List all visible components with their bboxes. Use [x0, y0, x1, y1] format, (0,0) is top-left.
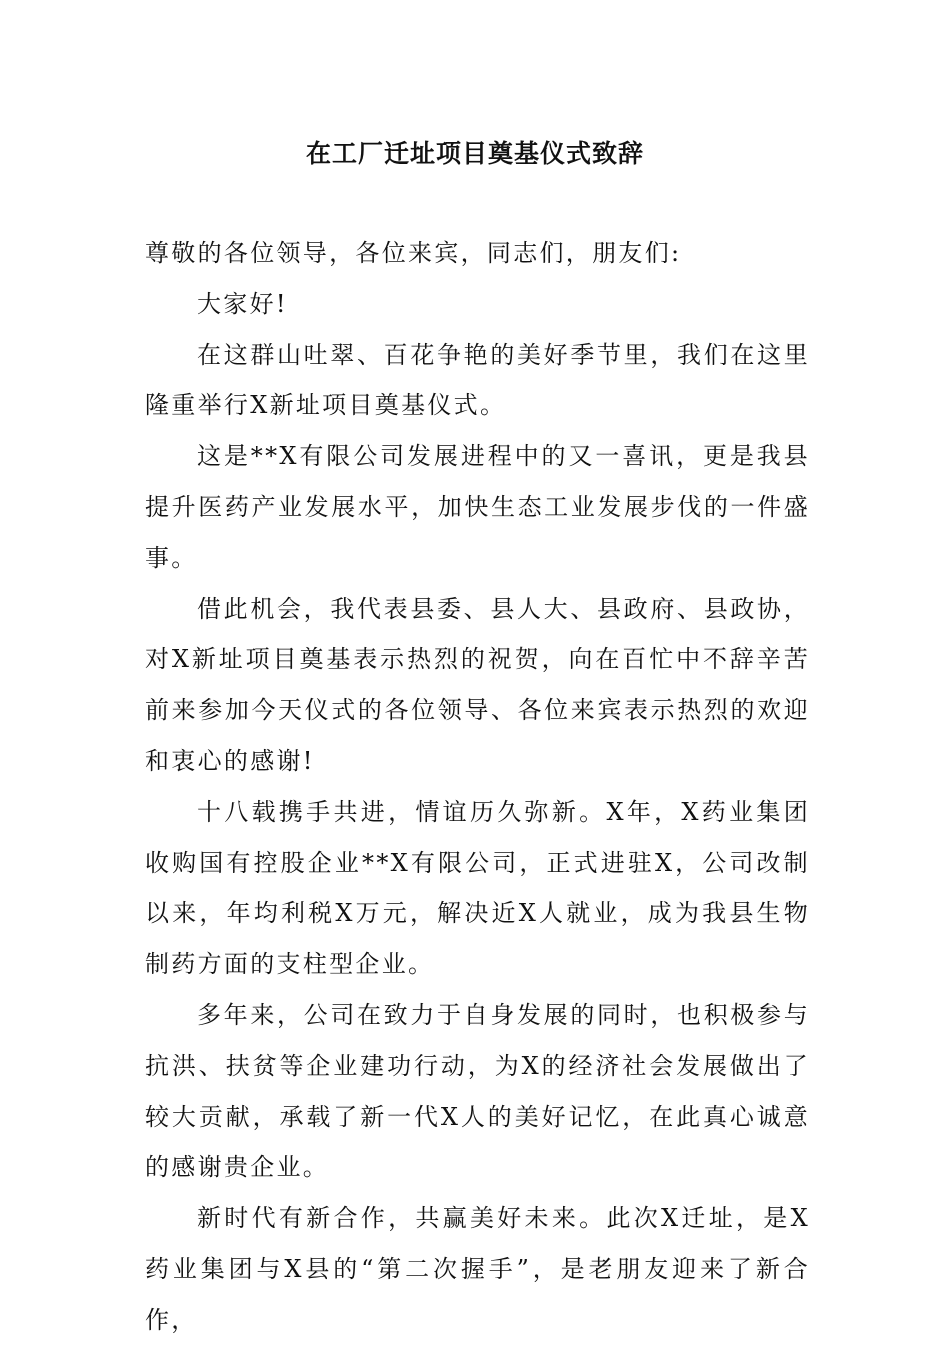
document-title: 在工厂迁址项目奠基仪式致辞 [305, 139, 644, 168]
paragraph-greeting: 大家好! [197, 289, 288, 318]
paragraph-significance: 这是**X有限公司发展进程中的又一喜讯，更是我县提升医药产业发展水平，加快生态工业发展步伐的一件盛事。 [145, 442, 810, 572]
document-body [145, 228, 810, 1346]
paragraph-congratulations: 借此机会，我代表县委、县人大、县政府、县政协，对X新址项目奠基表示热烈的祝贺，向在百忙中不辞辛苦前来参加今天仪式的各位领导、各位来宾表示热烈的欢迎和衷心的感谢! [145, 594, 810, 775]
paragraph-new-cooperation: 新时代有新合作，共赢美好未来。此次X迁址，是X药业集团与X县的“第二次握手”，是老朋友迎来了新合作， [145, 1204, 810, 1334]
paragraph-opening: 在这群山吐翠、百花争艳的美好季节里，我们在这里隆重举行X新址项目奠基仪式。 [145, 340, 810, 420]
paragraph-history: 十八载携手共进，情谊历久弥新。X年，X药业集团收购国有控股企业**X有限公司，正式进驻X，公司改制以来，年均利税X万元，解决近X人就业，成为我县生物制药方面的支柱型企业。 [145, 797, 810, 979]
salutation: 尊敬的各位领导，各位来宾，同志们，朋友们: [145, 239, 682, 267]
paragraph-contribution: 多年来，公司在致力于自身发展的同时，也积极参与抗洪、扶贫等企业建功行动，为X的经济社会发展做出了较大贡献，承载了新一代X人的美好记忆，在此真心诚意的感谢贵企业。 [145, 1000, 810, 1182]
